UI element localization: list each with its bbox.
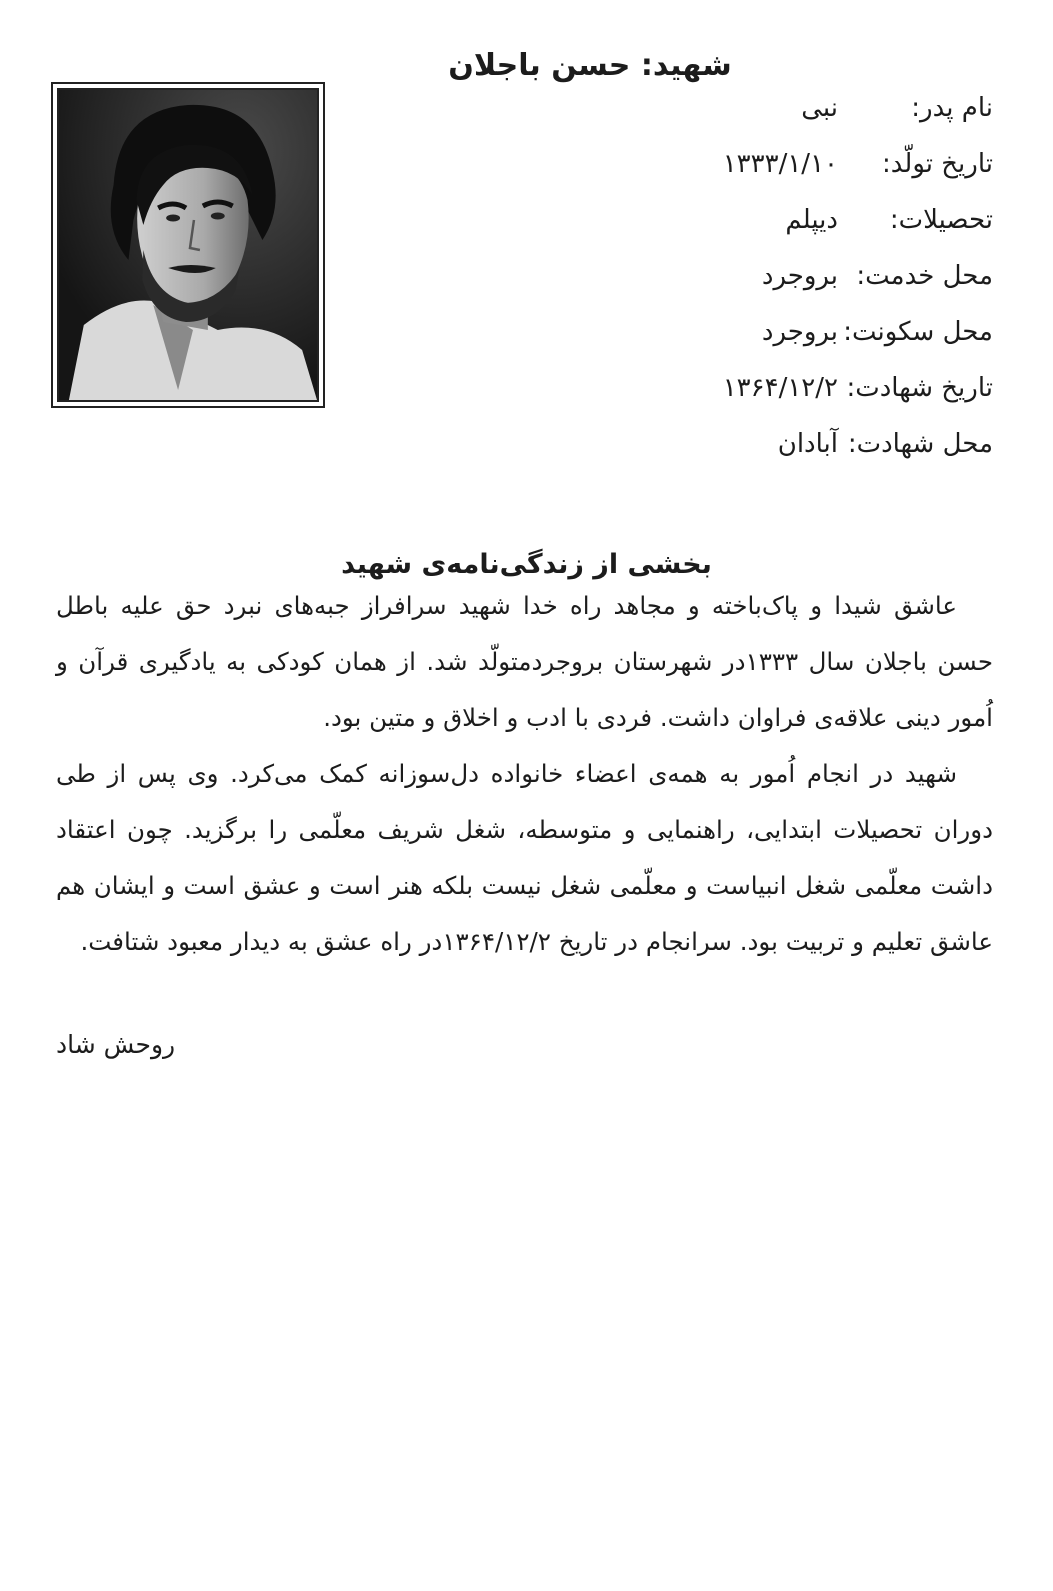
info-label: محل خدمت: [856,261,993,291]
info-value: نبی [801,93,838,123]
info-value: ۱۳۶۴/۱۲/۲ [722,373,838,403]
info-row-martyrdom-place [593,418,993,474]
biography-paragraph: شهید در انجام اُمور به همه‌ی اعضاء خانواده دل‌سوزانه کمک می‌کرد. وی پس از طی دوران تحصیلات ابتدایی، راهنمایی و متوسطه، شغل شریف معلّمی را برگزید. چون اعتقاد داشت معلّمی شغل انبیاست و معلّمی شغل نیست بلکه هنر است و عشق است و ایشان هم عاشق تعلیم و تربیت بود. سرانجام در تاریخ ۱۳۶۴/۱۲/۲در راه عشق به دیدار معبود شتافت. [56,759,993,956]
info-row-service-place [593,250,993,306]
info-value: بروجرد [761,261,838,291]
info-label: محل شهادت: [847,429,993,459]
info-row-father-name [593,82,993,138]
signoff: روحش شاد [56,1030,176,1059]
info-value: آبادان [777,429,838,459]
portrait-photo [57,88,319,402]
info-row-residence [593,306,993,362]
biography-heading: بخشی از زندگی‌نامه‌ی شهید [341,549,712,581]
info-row-birth-date [593,138,993,194]
biography-text [56,578,993,970]
martyr-title: شهید: حسن باجلان [448,48,732,84]
info-label: تحصیلات: [889,205,993,235]
info-label: محل سکونت: [843,317,993,347]
info-row-martyrdom-date [593,362,993,418]
info-value: بروجرد [761,317,838,347]
info-row-education [593,194,993,250]
info-value: دیپلم [785,205,838,235]
info-label: تاریخ شهادت: [846,373,993,403]
portrait-photo-icon [59,90,317,400]
info-label: نام پدر: [911,93,993,123]
info-value: ۱۳۳۳/۱/۱۰ [722,149,838,179]
biography-paragraph: عاشق شیدا و پاک‌باخته و مجاهد راه خدا شهید سرافراز جبه‌های نبرد حق علیه باطل حسن باجلان سال ۱۳۳۳در شهرستان بروجردمتولّد شد. از همان کودکی به یادگیری قرآن و اُمور دینی علاقه‌ی فراوان داشت. فردی با ادب و اخلاق و متین بود. [56,591,993,732]
info-label: تاریخ تولّد: [882,149,993,179]
portrait-photo-frame [51,82,325,408]
personal-info-list [593,82,993,474]
